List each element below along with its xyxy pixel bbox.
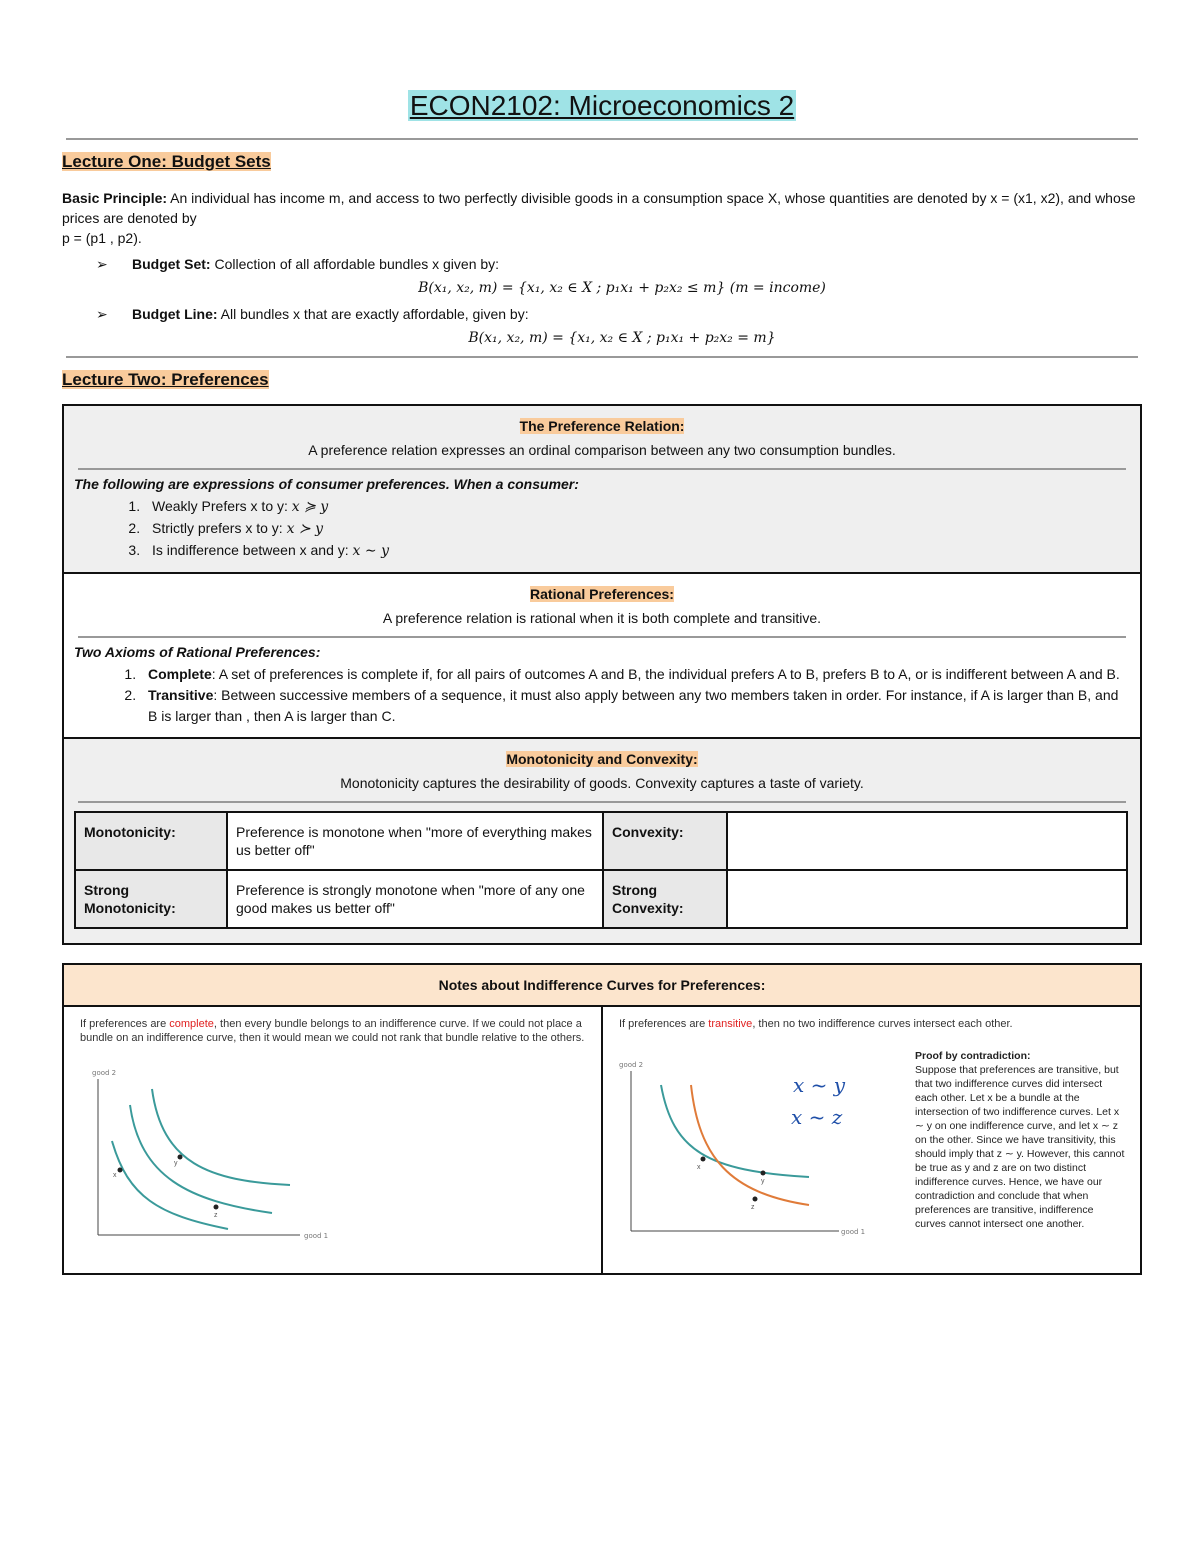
budget-set-label: Budget Set: [132,256,211,272]
slide-highlight: transitive [708,1018,753,1030]
budget-line-label: Budget Line: [132,306,218,322]
table-row [75,870,1127,928]
divider [78,468,1126,470]
rational-text: A preference relation is rational when it is both complete and transitive. [382,610,822,626]
monotonicity-table [74,811,1128,929]
preference-relation-cell [64,406,1140,574]
point-z-label: z [751,1204,755,1211]
point-x [701,1157,706,1162]
expressions-list [74,496,1130,562]
rational-title [74,586,1130,602]
axioms-list [74,664,1130,727]
preference-relation-title [74,418,1130,434]
arrow-bullet-icon: ➢ [96,306,108,322]
point-x [118,1168,123,1173]
budget-line-text: All bundles x that are exactly affordable, given by: [217,306,529,322]
table-cell: Strong Monotonicity: [75,870,227,928]
axioms-heading: Two Axioms of Rational Preferences: [74,644,321,660]
notes-heading: Notes about Indifference Curves for Preferences: [64,965,1140,1007]
axiom-text: : Between successive members of a sequence, it must also apply between any two members taken in order. For instance, if A is larger than B, and B is larger than , then A is larger than C. [148,687,1119,724]
basic-principle-label: Basic Principle: [62,190,168,206]
list-item [144,496,1130,518]
proof-text: Suppose that preferences are transitive, but that two indifference curves did intersect each other. Let x be a bundle at the intersection of two indifference curves. Let x ∼ y on one indifference curve, and let x ∼ z on the other. Since we have transitivity, this should imply that z ∼ y. However, this cannot be true as y and z are on two distinct indifference curves. Hence, we have our contradiction and conclude that when preferences are transitive, indifference curves cannot intersect one another. [915,1064,1125,1230]
divider [66,356,1138,358]
expression-text: Is indifference between x and y: [152,542,353,558]
lecture-one-heading [62,152,1142,172]
completeness-slide [64,1007,601,1273]
slide-text-post: , then no two indifference curves intersect each other. [752,1018,1013,1030]
monotonicity-cell [64,739,1140,943]
indifference-curve-high [152,1089,290,1185]
budget-set-text: Collection of all affordable bundles x given by: [210,256,500,272]
monotonicity-title [74,751,1130,767]
indifference-notes-box [62,963,1142,1275]
basic-principle-text: An individual has income m, and access to two perfectly divisible goods in a consumption space X, whose quantities are denoted by x = (x1, x2), and whose prices are denoted by [62,190,1136,226]
expressions-heading: The following are expressions of consumer preferences. When a consumer: [74,476,579,492]
monotonicity-text: Monotonicity captures the desirability of goods. Convexity captures a taste of variety. [340,775,864,791]
budget-line-formula: B(x₁, x₂, m) = {x₁, x₂ ∈ X ; p₁x₁ + p₂x₂ = m} [468,330,776,346]
preferences-box [62,404,1142,945]
budget-set-bullet [62,256,1142,272]
expression-math: x ≽ y [291,499,329,515]
indifference-curve-low [112,1141,228,1229]
divider [78,636,1126,638]
lecture-one-heading-text: Lecture One: Budget Sets [62,152,271,171]
y-axis-label: good 2 [92,1069,117,1077]
expression-text: Strictly prefers x to y: [152,520,287,536]
list-item [144,518,1130,540]
table-cell: Strong Convexity: [603,870,727,928]
basic-principle-prices: p = (p1 , p2). [62,230,142,246]
slide-text-pre: If preferences are [619,1018,709,1030]
title-text: ECON2102: Microeconomics 2 [409,90,795,121]
point-y [178,1155,183,1160]
handwritten-note-2: x ~ z [791,1105,843,1129]
table-cell: Preference is monotone when "more of everything makes us better off" [227,812,603,870]
budget-line-bullet [62,306,1142,322]
list-item [144,540,1130,562]
divider [66,138,1138,140]
lecture-two-heading-text: Lecture Two: Preferences [62,370,269,389]
completeness-graph [78,1067,338,1257]
rational-preferences-cell [64,574,1140,739]
indifference-curve-mid [130,1105,272,1213]
table-cell [727,870,1127,928]
rational-title-text: Rational Preferences: [530,586,674,602]
arrow-bullet-icon: ➢ [96,256,108,272]
slide-highlight: complete [169,1018,214,1030]
point-y [761,1171,766,1176]
point-y-label: y [761,1178,765,1185]
monotonicity-title-text: Monotonicity and Convexity: [506,751,698,767]
handwritten-note-1: x ~ y [793,1073,846,1097]
x-axis-label: good 1 [841,1228,866,1236]
notes-row [64,1007,1140,1273]
list-item [140,664,1130,685]
expression-text: Weakly Prefers x to y: [152,498,292,514]
axiom-text: : A set of preferences is complete if, for all pairs of outcomes A and B, the individual prefers A to B, prefers B to A, or is indifferent between A and B. [211,666,1120,682]
preference-relation-title-text: The Preference Relation: [519,418,685,434]
budget-set-formula: B(x₁, x₂, m) = {x₁, x₂ ∈ X ; p₁x₁ + p₂x₂ ≤ m} (m = income) [418,280,826,296]
indifference-curve-teal [661,1085,809,1177]
document-page [62,80,1142,1275]
basic-principle [62,188,1142,248]
expression-math: x ∼ y [352,543,389,559]
table-cell: Preference is strongly monotone when "more of any one good makes us better off" [227,870,603,928]
lecture-two-heading [62,370,1142,390]
point-z-label: z [214,1212,218,1219]
y-axis-label: good 2 [619,1061,644,1069]
completeness-text [80,1017,585,1045]
expression-math: x ≻ y [286,521,324,537]
table-cell: Convexity: [603,812,727,870]
point-z [214,1205,219,1210]
transitivity-slide [601,1007,1140,1273]
point-y-label: y [174,1160,178,1167]
table-cell [727,812,1127,870]
slide-text-post: , then every bundle belongs to an indifference curve. If we could not place a bundle on an indifference curve, then it would mean we could not rank that bundle relative to the others. [80,1018,585,1044]
transitivity-text [619,1017,1124,1031]
indifference-curve-orange [691,1085,809,1205]
list-item [140,685,1130,727]
proof-title: Proof by contradiction: [915,1050,1031,1062]
divider [78,801,1126,803]
axiom-label: Transitive [148,687,214,703]
point-x-label: x [697,1164,701,1171]
document-title [62,90,1142,130]
table-cell: Monotonicity: [75,812,227,870]
point-z [753,1197,758,1202]
axiom-label: Complete [148,666,212,682]
preference-relation-text: A preference relation expresses an ordinal comparison between any two consumption bundles. [308,442,896,458]
proof-block [915,1049,1125,1231]
point-x-label: x [113,1172,117,1179]
x-axis-label: good 1 [304,1232,329,1240]
table-row [75,812,1127,870]
slide-text-pre: If preferences are [80,1018,170,1030]
